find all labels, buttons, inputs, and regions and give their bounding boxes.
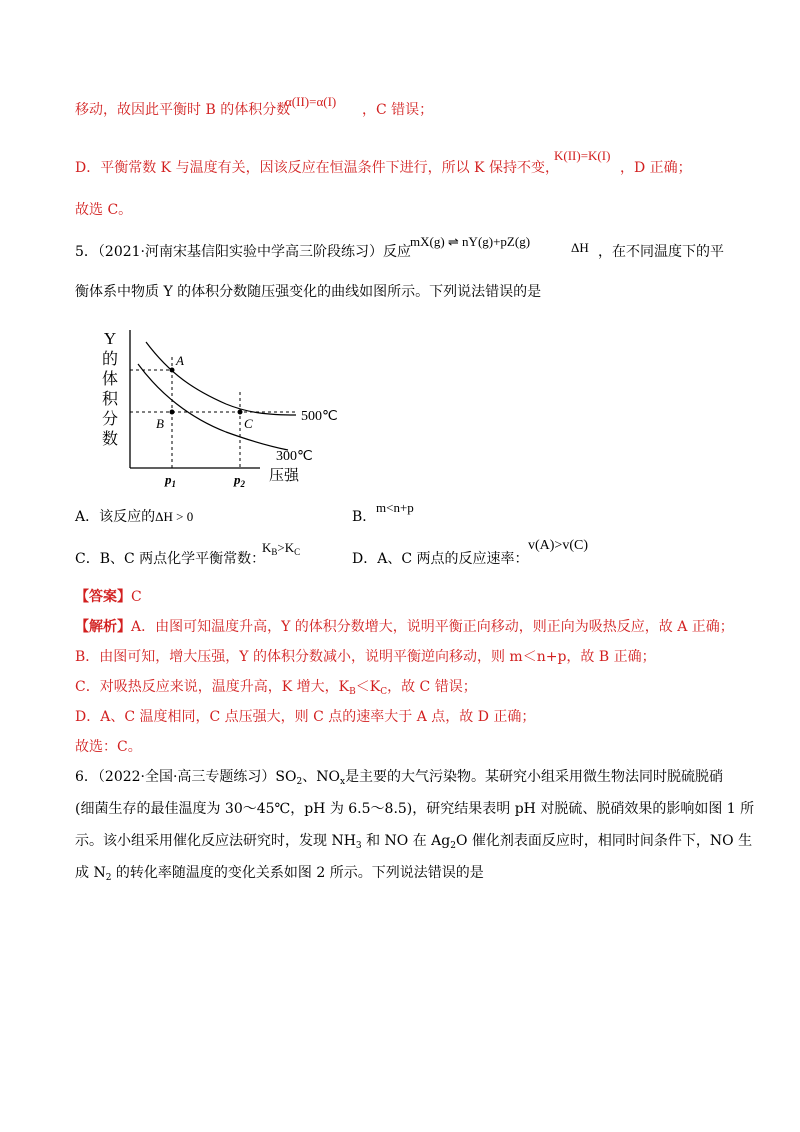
answer-line bbox=[75, 587, 142, 607]
analysis-end: 故选：C。 bbox=[75, 739, 142, 755]
delta-h: ΔH bbox=[571, 240, 589, 255]
analysis-c: C．对吸热反应来说，温度升高，K 增大，$K_B<K_C$，故 C 错误； bbox=[75, 679, 477, 697]
option-b-formula: m<n+p bbox=[376, 500, 414, 515]
curve-500c-label: 500℃ bbox=[301, 409, 338, 424]
option-d bbox=[352, 549, 529, 569]
y-axis-label bbox=[102, 329, 119, 448]
curve-300c bbox=[138, 364, 288, 450]
answer-label: 【答案】 bbox=[75, 589, 131, 605]
question-6-line-2: (细菌生存的最佳温度为 30～45℃，pH 为 6.5～8.5)，研究结果表明 pH 对脱硫、脱硝效果的影响如图 1 所 bbox=[75, 801, 755, 817]
question-5-line-2: 衡体系中物质 Y 的体积分数随压强变化的曲线如图所示。下列说法错误的是 bbox=[75, 284, 542, 300]
conclusion-line: 故选 C。 bbox=[75, 202, 133, 218]
point-a-label: A bbox=[176, 353, 184, 368]
option-a-text: A．该反应的 bbox=[75, 509, 156, 525]
option-b bbox=[352, 507, 376, 527]
point-c-dot bbox=[238, 410, 243, 415]
y-label-char: 的 bbox=[101, 351, 119, 368]
option-c-text: C．B、C 两点化学平衡常数： bbox=[75, 551, 266, 567]
analysis-label: 【解析】 bbox=[75, 619, 131, 635]
question-6-line-3: 示。该小组采用催化反应法研究时，发现 $NH_3$ 和 NO 在 $Ag_2O$ 催化剂表面反应时，相同时间条件下，NO 生 bbox=[75, 833, 753, 851]
analysis-b: B．由图可知，增大压强，Y 的体积分数减小，说明平衡逆向移动，则 m＜n+p，故 B 正确； bbox=[75, 649, 656, 665]
x-axis-label: 压强 bbox=[268, 468, 300, 484]
question-5-line-1 bbox=[75, 242, 411, 262]
y-label-char: 分 bbox=[101, 411, 119, 428]
question-text: 反应 bbox=[383, 244, 411, 260]
y-label-char: 积 bbox=[101, 391, 119, 408]
curve-500c bbox=[146, 342, 296, 415]
text-c-wrong: ，C 错误； bbox=[362, 102, 434, 118]
y-label-char: 体 bbox=[101, 371, 119, 388]
tick-p2: $p_2$ bbox=[234, 472, 245, 489]
curve-300c-label: 300℃ bbox=[276, 449, 313, 464]
pressure-volume-fraction-chart bbox=[98, 322, 348, 492]
answer-value: C bbox=[131, 589, 142, 605]
reaction-equation: mX(g) ⇌ nY(g)+pZ(g) bbox=[410, 234, 531, 249]
analysis-line-d: D．平衡常数 K 与温度有关，因该反应在恒温条件下进行，所以 K 保持不变， bbox=[75, 160, 559, 176]
question-text-tail: ，在不同温度下的平 bbox=[598, 244, 724, 260]
question-source: （2021·河南宋基信阳实验中学高三阶段练习） bbox=[97, 244, 383, 260]
option-d-formula: v(A)>v(C) bbox=[528, 538, 588, 553]
analysis-a-text: A．由图可知温度升高，Y 的体积分数增大，说明平衡正向移动，则正向为吸热反应，故 A 正确； bbox=[131, 619, 734, 635]
option-a-formula: ΔH > 0 bbox=[155, 509, 194, 524]
text-d-correct: ，D 正确； bbox=[620, 160, 692, 176]
question-6-line-1: 6．（2022·全国·高三专题练习）$SO_2$、$NO_x$是主要的大气污染物。某研究小组采用微生物法同时脱硫脱硝 bbox=[75, 769, 724, 787]
option-c bbox=[75, 549, 265, 569]
y-label-char: 数 bbox=[101, 431, 119, 448]
option-c-formula: $K_B>K_C$ bbox=[262, 540, 301, 557]
point-b-label: B bbox=[156, 416, 164, 431]
point-c-label: C bbox=[244, 416, 253, 431]
y-label-char: Y bbox=[103, 329, 117, 348]
analysis-a bbox=[75, 617, 734, 637]
question-6-line-4: 成 $N_2$ 的转化率随温度的变化关系如图 2 所示。下列说法错误的是 bbox=[75, 865, 484, 883]
point-b-dot bbox=[170, 410, 175, 415]
option-b-text: B． bbox=[352, 509, 377, 525]
question-number: 5． bbox=[75, 244, 98, 260]
analysis-line-c-continued bbox=[75, 100, 290, 120]
analysis-d: D．A、C 温度相同，C 点压强大，则 C 点的速率大于 A 点，故 D 正确； bbox=[75, 709, 536, 725]
text: 移动，故因此平衡时 B 的体积分数 bbox=[75, 102, 291, 118]
formula-alpha: α(II)=α(I) bbox=[285, 94, 337, 109]
option-d-text: D．A、C 两点的反应速率： bbox=[352, 551, 529, 567]
formula-k: K(II)=K(I) bbox=[554, 148, 611, 163]
tick-p1: $p_1$ bbox=[165, 472, 176, 489]
option-a bbox=[75, 507, 193, 527]
point-a-dot bbox=[170, 368, 175, 373]
